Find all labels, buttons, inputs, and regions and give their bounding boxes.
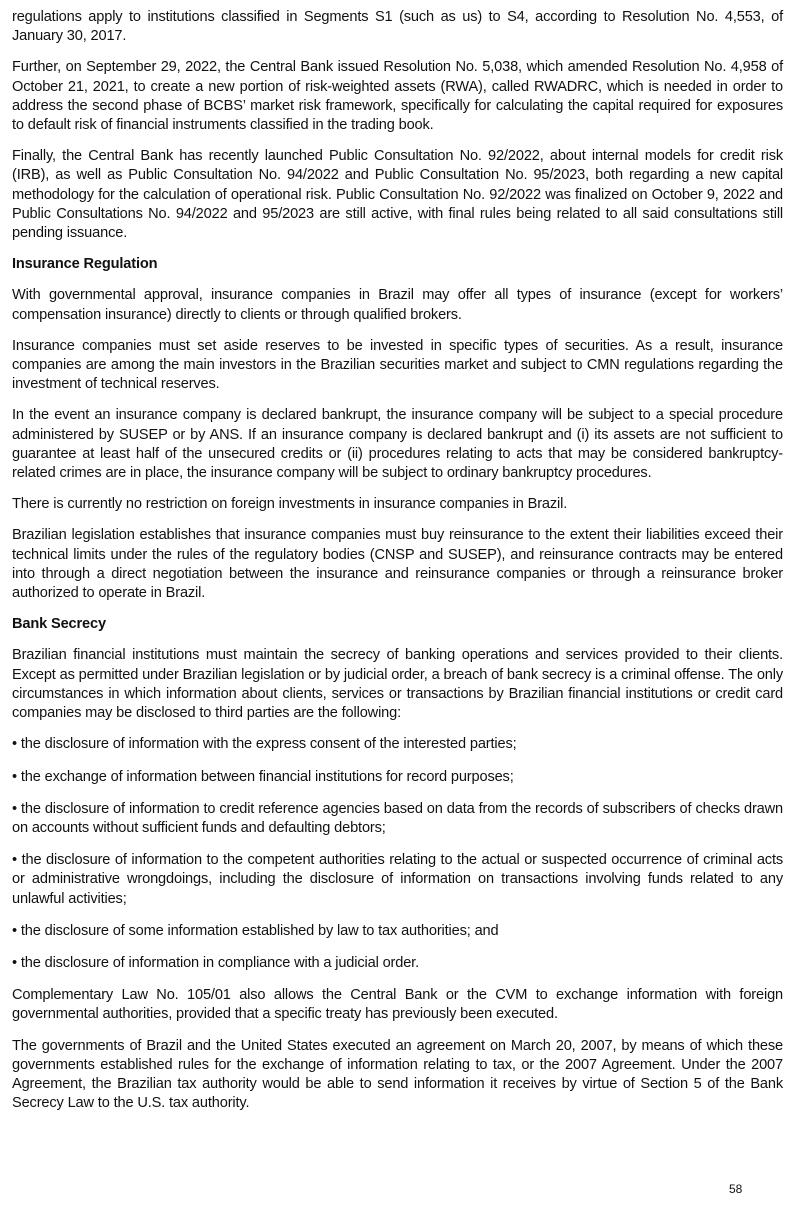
list-item-record-purposes: • the exchange of information between financial institutions for record purposes;	[12, 768, 514, 785]
page-number: 58	[729, 1182, 743, 1196]
section-heading-bank-secrecy: Bank Secrecy	[12, 616, 106, 633]
paragraph-2007-agreement: The governments of Brazil and the United States executed an agreement on March 20, 2007, by means of which these governments established rules for the exchange of information relating to tax, or the 2007 Agreement. Under the 2007 Agreement, the Brazilian tax authority would be able to send information it receives by virtue of Section 5 of the Bank Secrecy Law to the U.S. tax authority.	[12, 1037, 783, 1112]
paragraph-segments-regulation: regulations apply to institutions classified in Segments S1 (such as us) to S4, according to Resolution No. 4,553, of January 30, 2017.	[12, 9, 783, 45]
paragraph-complementary-law: Complementary Law No. 105/01 also allows the Central Bank or the CVM to exchange information with foreign governmental authorities, provided that a specific treaty has previously been executed.	[12, 987, 783, 1023]
list-item-credit-reference: • the disclosure of information to credit reference agencies based on data from the records of subscribers of checks drawn on accounts without sufficient funds and defaulting debtors;	[12, 800, 783, 836]
paragraph-bank-secrecy-intro: Brazilian financial institutions must maintain the secrecy of banking operations and services provided to their clients. Except as permitted under Brazilian legislation or by judicial order, a breach of bank secrecy is a criminal offense. The only circumstances in which information about clients, services or transactions by Brazilian financial institutions or credit card companies may be disclosed to third parties are the following:	[12, 647, 783, 722]
paragraph-resolution-5038: Further, on September 29, 2022, the Central Bank issued Resolution No. 5,038, which amended Resolution No. 4,958 of October 21, 2021, to create a new portion of risk-weighted assets (RWA), called RWADRC, which is needed in order to address the second phase of BCBS’ market risk framework, specifically for calculating the capital required for exposures to default risk of financial instruments classified in the trading book.	[12, 59, 783, 134]
paragraph-foreign-investment: There is currently no restriction on foreign investments in insurance companies in Brazil.	[12, 496, 568, 513]
paragraph-reinsurance: Brazilian legislation establishes that insurance companies must buy reinsurance to the extent their liabilities exceed their technical limits under the rules of the regulatory bodies (CNSP and SUSEP), and reinsurance contracts may be entered into through a direct negotiation between the insurance and reinsurance companies or through a reinsurance broker authorized to operate in Brazil.	[12, 527, 783, 602]
document-page	[12, 8, 783, 1125]
section-heading-insurance-regulation: Insurance Regulation	[12, 256, 158, 273]
paragraph-insurance-bankruptcy: In the event an insurance company is declared bankrupt, the insurance company will be subject to a special procedure administered by SUSEP or by ANS. If an insurance company is declared bankrupt and (i) its assets are not sufficient to guarantee at least half of the unsecured credits or (ii) procedures relating to acts that may be considered bankruptcy-related crimes are in place, the insurance company will be subject to ordinary bankruptcy procedures.	[12, 407, 783, 482]
list-item-tax-authorities: • the disclosure of some information established by law to tax authorities; and	[12, 922, 499, 939]
paragraph-public-consultations: Finally, the Central Bank has recently launched Public Consultation No. 92/2022, about internal models for credit risk (IRB), as well as Public Consultation No. 94/2022 and Public Consultation No. 95/2023, both regarding a new capital methodology for the calculation of operational risk. Public Consultation No. 92/2022 was finalized on October 9, 2022 and Public Consultations No. 94/2022 and 95/2023 are still active, with final rules being related to all said consultations still pending issuance.	[12, 148, 783, 242]
paragraph-insurance-reserves: Insurance companies must set aside reserves to be invested in specific types of securities. As a result, insurance companies are among the main investors in the Brazilian securities market and subject to CMN regulations regarding the investment of technical reserves.	[12, 337, 783, 393]
paragraph-insurance-approval: With governmental approval, insurance companies in Brazil may offer all types of insurance (except for workers’ compensation insurance) directly to clients or through qualified brokers.	[12, 287, 783, 323]
list-item-competent-authorities: • the disclosure of information to the competent authorities relating to the actual or suspected occurrence of criminal acts or administrative wrongdoings, including the disclosure of information on transactions involving funds related to any unlawful activities;	[12, 852, 783, 907]
list-item-judicial-order: • the disclosure of information in compliance with a judicial order.	[12, 954, 419, 971]
list-item-express-consent: • the disclosure of information with the express consent of the interested parties;	[12, 736, 517, 753]
